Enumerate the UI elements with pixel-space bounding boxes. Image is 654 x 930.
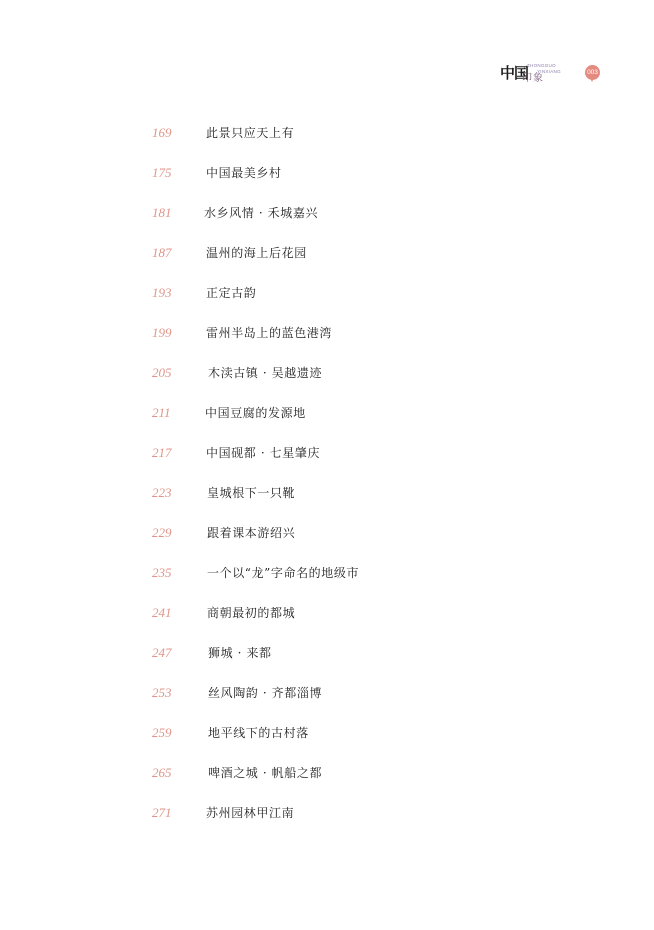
toc-page-number: 259 [152, 725, 172, 740]
toc-title: 木渎古镇 · 吴越遗迹 [208, 366, 323, 380]
toc-page-number: 187 [152, 245, 172, 260]
logo-subtext: 印象 [522, 73, 544, 84]
toc-title: 中国砚都 · 七星肇庆 [206, 446, 321, 460]
toc-title: 正定古韵 [206, 286, 257, 300]
toc-title: 雷州半岛上的蓝色港湾 [206, 326, 333, 340]
toc-page-number: 217 [152, 445, 172, 460]
toc-page-number: 223 [152, 485, 172, 500]
toc-page-number: 229 [152, 525, 172, 540]
toc-title: 中国最美乡村 [206, 166, 282, 180]
toc-page-number: 199 [152, 325, 172, 340]
toc-page-number: 211 [152, 405, 171, 420]
toc-entry[interactable] [0, 361, 654, 385]
toc-title: 地平线下的古村落 [208, 726, 309, 740]
toc-title: 中国豆腐的发源地 [205, 406, 306, 420]
logo-pinyin-bottom: YINXIANG [537, 69, 561, 74]
toc-entry[interactable] [0, 641, 654, 665]
toc-entry[interactable] [0, 601, 654, 625]
toc-page-number: 265 [152, 765, 172, 780]
toc-entry[interactable] [0, 801, 654, 825]
toc-page-number: 253 [152, 685, 172, 700]
toc-title: 苏州园林甲江南 [206, 806, 295, 820]
toc-page-number: 241 [152, 605, 172, 620]
toc-title: 一个以“龙”字命名的地级市 [207, 566, 360, 580]
toc-entry[interactable] [0, 481, 654, 505]
toc-title: 温州的海上后花园 [206, 246, 307, 260]
toc-page-number: 175 [152, 165, 172, 180]
toc-title: 此景只应天上有 [206, 126, 295, 140]
toc-entry[interactable] [0, 241, 654, 265]
logo-pinyin-top: ZHONGGUO [527, 63, 556, 68]
toc-page-number: 205 [152, 365, 172, 380]
toc-title: 跟着课本游绍兴 [207, 526, 296, 540]
toc-entry[interactable] [0, 321, 654, 345]
toc-entry[interactable] [0, 521, 654, 545]
toc-page-number: 235 [152, 565, 172, 580]
toc-title: 商朝最初的都城 [207, 606, 296, 620]
toc-entry[interactable] [0, 161, 654, 185]
page-number-badge: 003 [585, 65, 600, 80]
toc-page-number: 247 [152, 645, 172, 660]
publication-logo [500, 60, 610, 94]
toc-page-number: 193 [152, 285, 172, 300]
logo-text: 中国 [500, 64, 529, 82]
toc-entry[interactable] [0, 121, 654, 145]
toc-entry[interactable] [0, 441, 654, 465]
toc-entry[interactable] [0, 281, 654, 305]
toc-title: 皇城根下一只靴 [207, 486, 296, 500]
toc-title: 丝风陶韵 · 齐都淄博 [208, 686, 323, 700]
toc-title: 水乡风情 · 禾城嘉兴 [204, 206, 319, 220]
toc-entry[interactable] [0, 561, 654, 585]
toc-page-number: 169 [152, 125, 172, 140]
toc-title: 啤酒之城 · 帆船之都 [208, 766, 323, 780]
toc-title: 狮城 · 来都 [208, 646, 272, 660]
toc-entry[interactable] [0, 681, 654, 705]
toc-entry[interactable] [0, 761, 654, 785]
toc-entry[interactable] [0, 401, 654, 425]
toc-page-number: 271 [152, 805, 172, 820]
toc-page-number: 181 [152, 205, 172, 220]
toc-entry[interactable] [0, 721, 654, 745]
toc-entry[interactable] [0, 201, 654, 225]
